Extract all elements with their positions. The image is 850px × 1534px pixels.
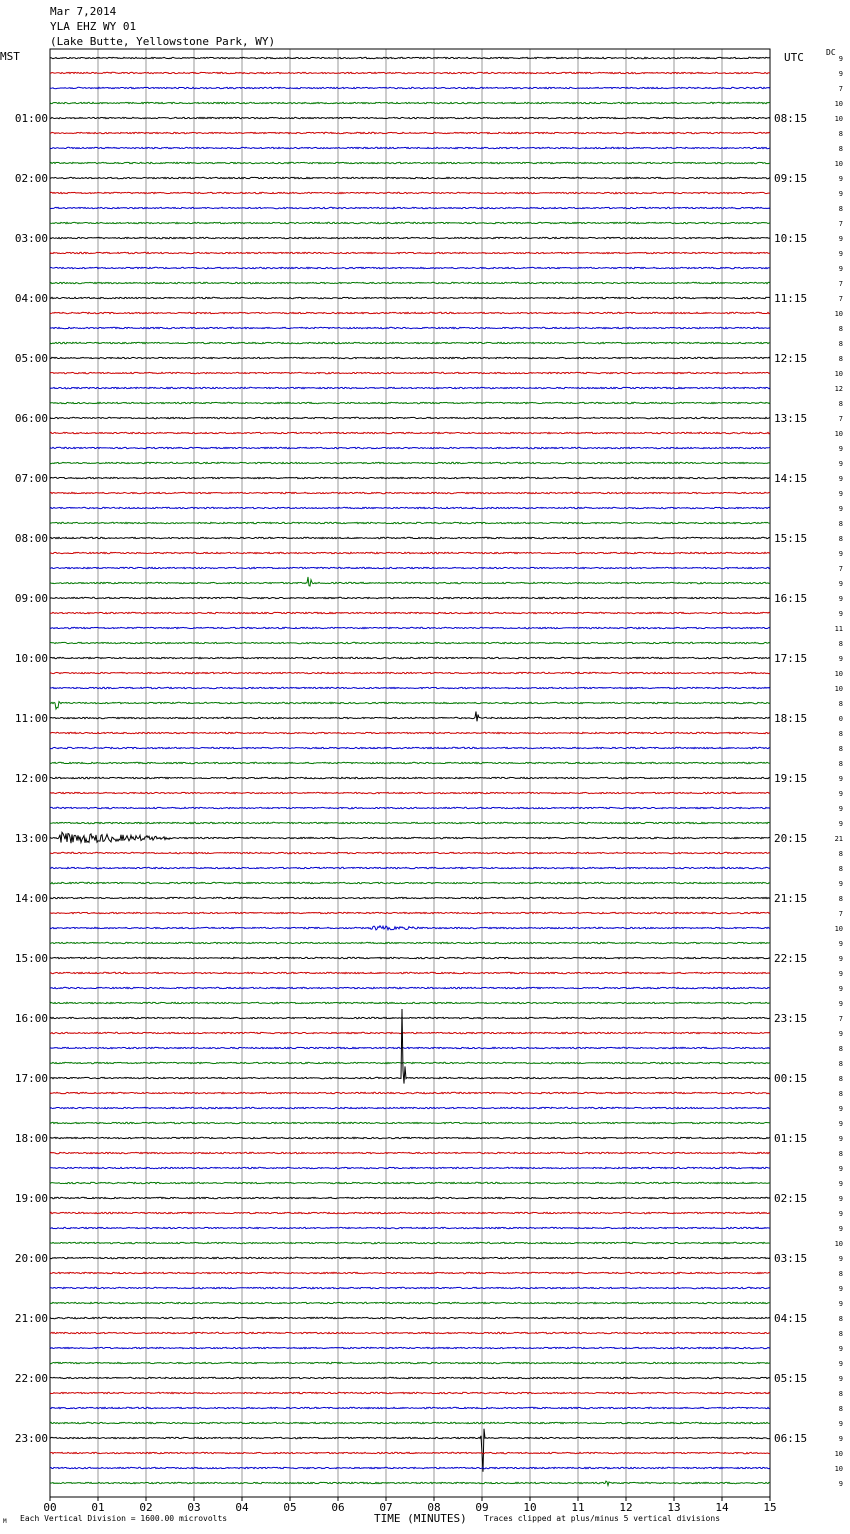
dc-value: 9 [838,445,843,453]
seismic-trace [50,1017,770,1018]
seismic-trace [50,537,770,538]
seismic-trace [50,1047,770,1048]
mst-time-label: 08:00 [14,532,48,545]
dc-value: 9 [838,550,843,558]
dc-value: 9 [838,1030,843,1038]
mst-time-label: 17:00 [14,1072,48,1085]
seismic-trace [50,492,770,493]
dc-value: 7 [838,1015,843,1023]
dc-value: 8 [838,760,843,768]
seismic-trace [50,117,770,118]
dc-value: 11 [834,625,843,633]
dc-value: 9 [838,1225,843,1233]
x-tick-label: 02 [139,1501,153,1514]
seismic-trace [50,1272,770,1273]
seismic-trace [50,1362,770,1363]
utc-time-label: 20:15 [774,832,808,845]
x-tick-label: 00 [43,1501,57,1514]
seismic-trace [50,402,770,403]
seismic-trace [50,267,770,268]
mst-time-label: 15:00 [14,952,48,965]
dc-value: 9 [838,1000,843,1008]
dc-value: 9 [838,610,843,618]
dc-value: 7 [838,910,843,918]
dc-value: 8 [838,1390,843,1398]
dc-value: 8 [838,1060,843,1068]
seismic-trace [50,357,770,358]
utc-time-label: 18:15 [774,712,808,725]
dc-value: 7 [838,280,843,288]
seismic-trace [50,597,770,598]
utc-time-label: 06:15 [774,1432,808,1445]
dc-value: 9 [838,1210,843,1218]
seismic-trace [50,1197,770,1198]
x-tick-label: 05 [283,1501,297,1514]
dc-value: 8 [838,1405,843,1413]
dc-value: 7 [838,415,843,423]
dc-value: 8 [838,640,843,648]
seismic-trace [50,882,770,883]
x-tick-label: 03 [187,1501,201,1514]
right-axis-title: UTC [784,51,804,64]
dc-value: 9 [838,1120,843,1128]
seismic-trace [50,987,770,988]
mst-time-label: 01:00 [14,112,48,125]
mst-time-label: 10:00 [14,652,48,665]
seismic-trace [50,417,770,418]
utc-time-label: 11:15 [774,292,808,305]
seismic-trace [50,1377,770,1378]
seismic-trace [50,177,770,178]
seismic-trace [50,792,770,793]
utc-time-label: 03:15 [774,1252,808,1265]
seismic-trace [50,747,770,748]
utc-time-label: 19:15 [774,772,808,785]
dc-value: 12 [834,385,843,393]
dc-value: 9 [838,55,843,63]
seismic-trace [50,642,770,643]
x-tick-label: 14 [715,1501,729,1514]
utc-time-label: 15:15 [774,532,808,545]
dc-value: 8 [838,520,843,528]
x-tick-label: 15 [763,1501,777,1514]
seismic-trace [50,1347,770,1348]
dc-value: 7 [838,565,843,573]
utc-time-label: 01:15 [774,1132,808,1145]
dc-value: 9 [838,775,843,783]
x-tick-label: 12 [619,1501,633,1514]
seismic-trace [50,237,770,238]
dc-value: 9 [838,460,843,468]
utc-time-label: 09:15 [774,172,808,185]
dc-value: 9 [838,655,843,663]
mst-time-label: 05:00 [14,352,48,365]
mst-time-label: 12:00 [14,772,48,785]
seismic-trace [50,1167,770,1168]
dc-value: 9 [838,505,843,513]
dc-value: 8 [838,850,843,858]
seismic-trace [50,912,770,913]
footer-scale: Each Vertical Division = 1600.00 microvolts [20,1514,228,1523]
utc-time-label: 21:15 [774,892,808,905]
mst-time-label: 07:00 [14,472,48,485]
seismic-trace [50,462,770,463]
dc-value: 9 [838,1375,843,1383]
seismic-trace [50,1481,770,1485]
x-tick-label: 07 [379,1501,393,1514]
dc-value: 9 [838,1255,843,1263]
dc-value: 10 [834,115,843,123]
dc-value: 8 [838,1075,843,1083]
dc-value: 9 [838,1360,843,1368]
utc-time-label: 05:15 [774,1372,808,1385]
seismic-trace [50,252,770,253]
seismic-trace [50,1212,770,1213]
dc-value: 8 [838,1270,843,1278]
seismic-trace [50,1429,770,1472]
seismic-trace [50,447,770,448]
seismic-trace [50,1422,770,1423]
seismic-trace [50,222,770,223]
dc-value: 8 [838,340,843,348]
dc-value: 9 [838,235,843,243]
dc-value: 9 [838,265,843,273]
dc-value: 7 [838,85,843,93]
dc-value: 10 [834,100,843,108]
dc-value: 9 [838,595,843,603]
seismic-trace [50,712,770,722]
seismic-trace [50,762,770,763]
dc-value: 9 [838,1135,843,1143]
seismic-trace [50,822,770,823]
mst-time-label: 14:00 [14,892,48,905]
seismic-trace [50,1467,770,1468]
dc-value: 9 [838,580,843,588]
plot-frame [50,49,770,1497]
dc-value: 7 [838,295,843,303]
dc-value: 9 [838,250,843,258]
dc-value: 9 [838,1345,843,1353]
mst-time-label: 16:00 [14,1012,48,1025]
utc-time-label: 14:15 [774,472,808,485]
mst-time-label: 04:00 [14,292,48,305]
seismic-trace [50,1407,770,1408]
seismic-trace [50,87,770,88]
seismic-trace [50,867,770,868]
seismic-trace [50,1392,770,1393]
utc-time-label: 10:15 [774,232,808,245]
dc-value: 9 [838,1285,843,1293]
x-tick-label: 10 [523,1501,537,1514]
dc-value: 10 [834,685,843,693]
seismic-trace [50,192,770,193]
dc-title: DC [826,48,836,57]
dc-value: 8 [838,730,843,738]
dc-value: 10 [834,430,843,438]
seismic-trace [50,777,770,778]
seismic-trace [50,1032,770,1033]
seismic-trace [50,972,770,973]
dc-value: 9 [838,1420,843,1428]
seismic-trace [50,1287,770,1288]
seismic-trace [50,387,770,388]
dc-value: 10 [834,370,843,378]
mst-time-label: 23:00 [14,1432,48,1445]
mst-time-label: 11:00 [14,712,48,725]
dc-value: 8 [838,1150,843,1158]
seismic-trace [50,612,770,613]
utc-time-label: 17:15 [774,652,808,665]
seismic-trace [50,132,770,133]
dc-value: 9 [838,1435,843,1443]
seismic-trace [50,1137,770,1138]
x-tick-label: 13 [667,1501,681,1514]
footer-clip-note: Traces clipped at plus/minus 5 vertical divisions [484,1514,721,1523]
seismic-trace [50,522,770,523]
x-tick-label: 08 [427,1501,441,1514]
dc-value: 8 [838,700,843,708]
seismic-trace [50,926,770,930]
dc-value: 8 [838,145,843,153]
seismic-trace [50,1242,770,1243]
x-tick-label: 09 [475,1501,489,1514]
dc-value: 10 [834,1465,843,1473]
dc-value: 9 [838,955,843,963]
dc-value: 9 [838,490,843,498]
seismic-trace [50,282,770,283]
mst-time-label: 19:00 [14,1192,48,1205]
seismic-trace [50,1257,770,1258]
x-tick-label: 04 [235,1501,249,1514]
seismic-trace [50,1009,770,1084]
seismic-trace [50,1317,770,1318]
dc-value: 8 [838,745,843,753]
dc-value: 10 [834,160,843,168]
seismic-trace [50,1452,770,1453]
utc-time-label: 12:15 [774,352,808,365]
dc-value: 7 [838,220,843,228]
seismic-trace [50,672,770,673]
x-tick-label: 06 [331,1501,345,1514]
seismic-trace [50,72,770,73]
dc-value: 8 [838,400,843,408]
mst-time-label: 20:00 [14,1252,48,1265]
dc-value: 21 [834,835,843,843]
dc-value: 10 [834,925,843,933]
seismic-trace [50,1092,770,1093]
x-tick-label: 11 [571,1501,585,1514]
mst-time-label: 03:00 [14,232,48,245]
utc-time-label: 00:15 [774,1072,808,1085]
seismic-trace [50,327,770,328]
dc-value: 9 [838,820,843,828]
dc-value: 10 [834,670,843,678]
seismic-trace [50,147,770,148]
dc-value: 10 [834,1240,843,1248]
seismic-trace [50,1122,770,1123]
seismic-trace [50,942,770,943]
dc-value: 9 [838,1195,843,1203]
seismic-trace [50,432,770,433]
utc-time-label: 16:15 [774,592,808,605]
seismic-trace [50,732,770,733]
dc-value: 0 [838,715,843,723]
dc-value: 9 [838,475,843,483]
utc-time-label: 22:15 [774,952,808,965]
dc-value: 9 [838,175,843,183]
dc-value: 8 [838,535,843,543]
seismic-trace [50,312,770,313]
seismic-trace [50,507,770,508]
dc-value: 9 [838,1300,843,1308]
mst-time-label: 18:00 [14,1132,48,1145]
seismic-trace [50,1332,770,1333]
mst-time-label: 09:00 [14,592,48,605]
seismic-trace [50,297,770,298]
mst-time-label: 02:00 [14,172,48,185]
corner-mark: M [3,1518,7,1525]
utc-time-label: 02:15 [774,1192,808,1205]
dc-value: 8 [838,895,843,903]
dc-value: 9 [838,1165,843,1173]
dc-value: 8 [838,865,843,873]
header-location: (Lake Butte, Yellowstone Park, WY) [50,35,276,48]
dc-value: 9 [838,970,843,978]
x-axis-label: TIME (MINUTES) [374,1512,467,1525]
dc-value: 9 [838,1180,843,1188]
seismic-trace [50,552,770,553]
dc-value: 8 [838,205,843,213]
seismic-trace [50,477,770,478]
utc-time-label: 23:15 [774,1012,808,1025]
mst-time-label: 06:00 [14,412,48,425]
dc-value: 8 [838,325,843,333]
seismic-trace [50,1227,770,1228]
seismic-trace [50,702,770,710]
utc-time-label: 08:15 [774,112,808,125]
dc-value: 8 [838,355,843,363]
seismic-trace [50,162,770,163]
seismic-trace [50,1182,770,1183]
seismic-trace [50,567,770,568]
seismic-trace [50,1107,770,1108]
seismic-trace [50,657,770,658]
dc-value: 10 [834,310,843,318]
dc-value: 8 [838,1090,843,1098]
seismic-trace [50,957,770,958]
dc-value: 8 [838,1045,843,1053]
left-axis-title: MST [0,50,20,63]
header-date: Mar 7,2014 [50,5,117,18]
mst-time-label: 22:00 [14,1372,48,1385]
seismic-trace [50,342,770,343]
seismic-trace [50,687,770,688]
seismic-trace [50,832,770,843]
seismic-trace [50,207,770,208]
dc-value: 10 [834,1450,843,1458]
dc-value: 9 [838,70,843,78]
dc-value: 9 [838,190,843,198]
seismic-trace [50,102,770,103]
seismic-trace [50,57,770,58]
dc-value: 9 [838,940,843,948]
header-station: YLA EHZ WY 01 [50,20,137,33]
seismic-trace [50,1152,770,1153]
seismic-trace [50,852,770,853]
dc-value: 9 [838,1480,843,1488]
dc-value: 8 [838,1315,843,1323]
seismic-trace [50,1062,770,1063]
dc-value: 9 [838,805,843,813]
dc-value: 8 [838,130,843,138]
seismic-trace [50,1302,770,1303]
dc-value: 9 [838,1105,843,1113]
x-tick-label: 01 [91,1501,105,1514]
mst-time-label: 21:00 [14,1312,48,1325]
utc-time-label: 04:15 [774,1312,808,1325]
utc-time-label: 13:15 [774,412,808,425]
dc-value: 8 [838,1330,843,1338]
seismic-trace [50,897,770,898]
seismic-trace [50,577,770,586]
dc-value: 9 [838,790,843,798]
seismic-trace [50,627,770,628]
seismic-trace [50,1002,770,1003]
dc-value: 9 [838,880,843,888]
mst-time-label: 13:00 [14,832,48,845]
seismic-trace [50,807,770,808]
seismic-trace [50,372,770,373]
dc-value: 9 [838,985,843,993]
